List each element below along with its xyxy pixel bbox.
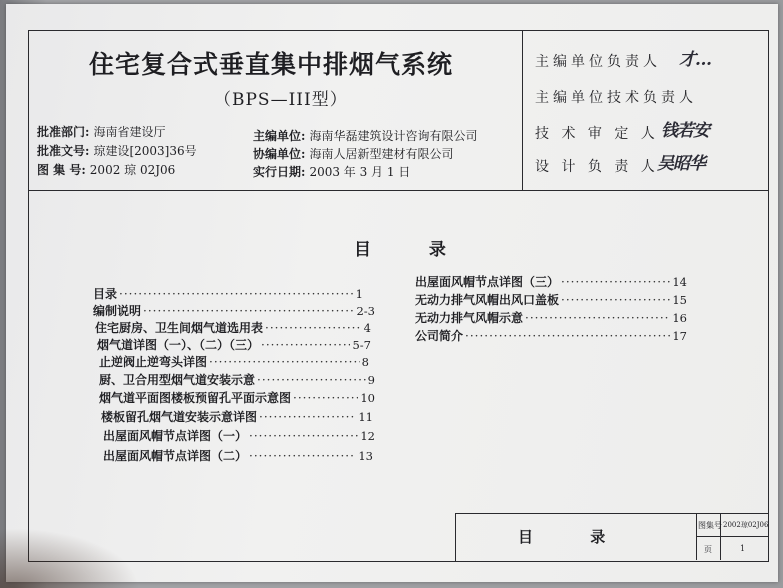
meta-chief-unit: 主编单位: 海南华磊建筑设计咨询有限公司 — [253, 129, 478, 143]
meta-atlas-no: 图 集 号: 2002 琼 02J06 — [37, 163, 176, 177]
signature-row-review: 技 术 审 定 人 — [535, 126, 659, 142]
toc-item: 住宅厨房、卫生间烟气道选用表 ····· 4 — [95, 319, 371, 336]
toc-item: 止逆阀止逆弯头详图 ····· 8 — [99, 353, 369, 370]
toc-item: 无动力排气风帽示意 ····· 16 — [415, 309, 687, 326]
toc-title: 目 录 — [354, 240, 472, 260]
toc-item: 出屋面风帽节点详图（二） ····· 13 — [103, 447, 373, 464]
toc-item: 楼板留孔烟气道安装示意详图 ····· 11 — [101, 408, 373, 425]
signature-design: 吴昭华 — [657, 154, 705, 174]
meta-co-unit: 协编单位: 海南人居新型建材有限公司 — [253, 147, 454, 161]
toc-item: 编制说明 ····· 2-3 — [93, 302, 375, 319]
footer-title: 目 录 — [518, 528, 632, 546]
signature-row-design: 设 计 负 责 人 — [535, 159, 659, 175]
atlas-label: 图集号 — [698, 521, 722, 530]
toc-item: 无动力排气风帽出风口盖板 ····· 15 — [415, 291, 687, 308]
toc-item: 出屋面风帽节点详图（一） ····· 12 — [103, 427, 375, 444]
toc-item: 目录 ····· 1 — [93, 285, 363, 302]
title-block — [29, 31, 768, 191]
drawing-frame — [28, 30, 769, 562]
meta-approval-no: 批准文号: 琼建设[2003]36号 — [37, 144, 197, 158]
toc-item: 烟气道详图（一）、（二）（三） ····· 5-7 — [97, 336, 371, 353]
signature-row-chief: 主编单位负责人 — [535, 54, 661, 70]
header-divider — [522, 31, 523, 191]
meta-effective-date: 实行日期: 2003 年 3 月 1 日 — [253, 165, 411, 179]
document-sheet — [6, 4, 778, 582]
atlas-value: 2002琼02J06 — [723, 521, 769, 529]
page-value: 1 — [740, 544, 746, 553]
signature-row-tech: 主编单位技术负责人 — [535, 90, 697, 106]
toc-item: 烟气道平面图楼板预留孔平面示意图 ····· 10 — [99, 389, 375, 406]
footer-divider — [696, 514, 697, 560]
toc-item: 厨、卫合用型烟气道安装示意 ····· 9 — [99, 371, 375, 388]
meta-approval-dept: 批准部门: 海南省建设厅 — [37, 125, 166, 139]
signature-chief: 才… — [679, 50, 711, 70]
finger-shadow — [0, 528, 140, 588]
toc-item: 公司简介 ····· 17 — [415, 327, 687, 344]
page-label: 页 — [704, 545, 712, 554]
document-subtitle: （BPS—III型） — [214, 90, 348, 110]
signature-review: 钱若安 — [661, 121, 709, 141]
footer-divider — [696, 536, 768, 537]
toc-item: 出屋面风帽节点详图（三） ····· 14 — [415, 273, 687, 290]
footer-title-block — [455, 513, 768, 561]
document-title: 住宅复合式垂直集中排烟气系统 — [89, 50, 454, 79]
